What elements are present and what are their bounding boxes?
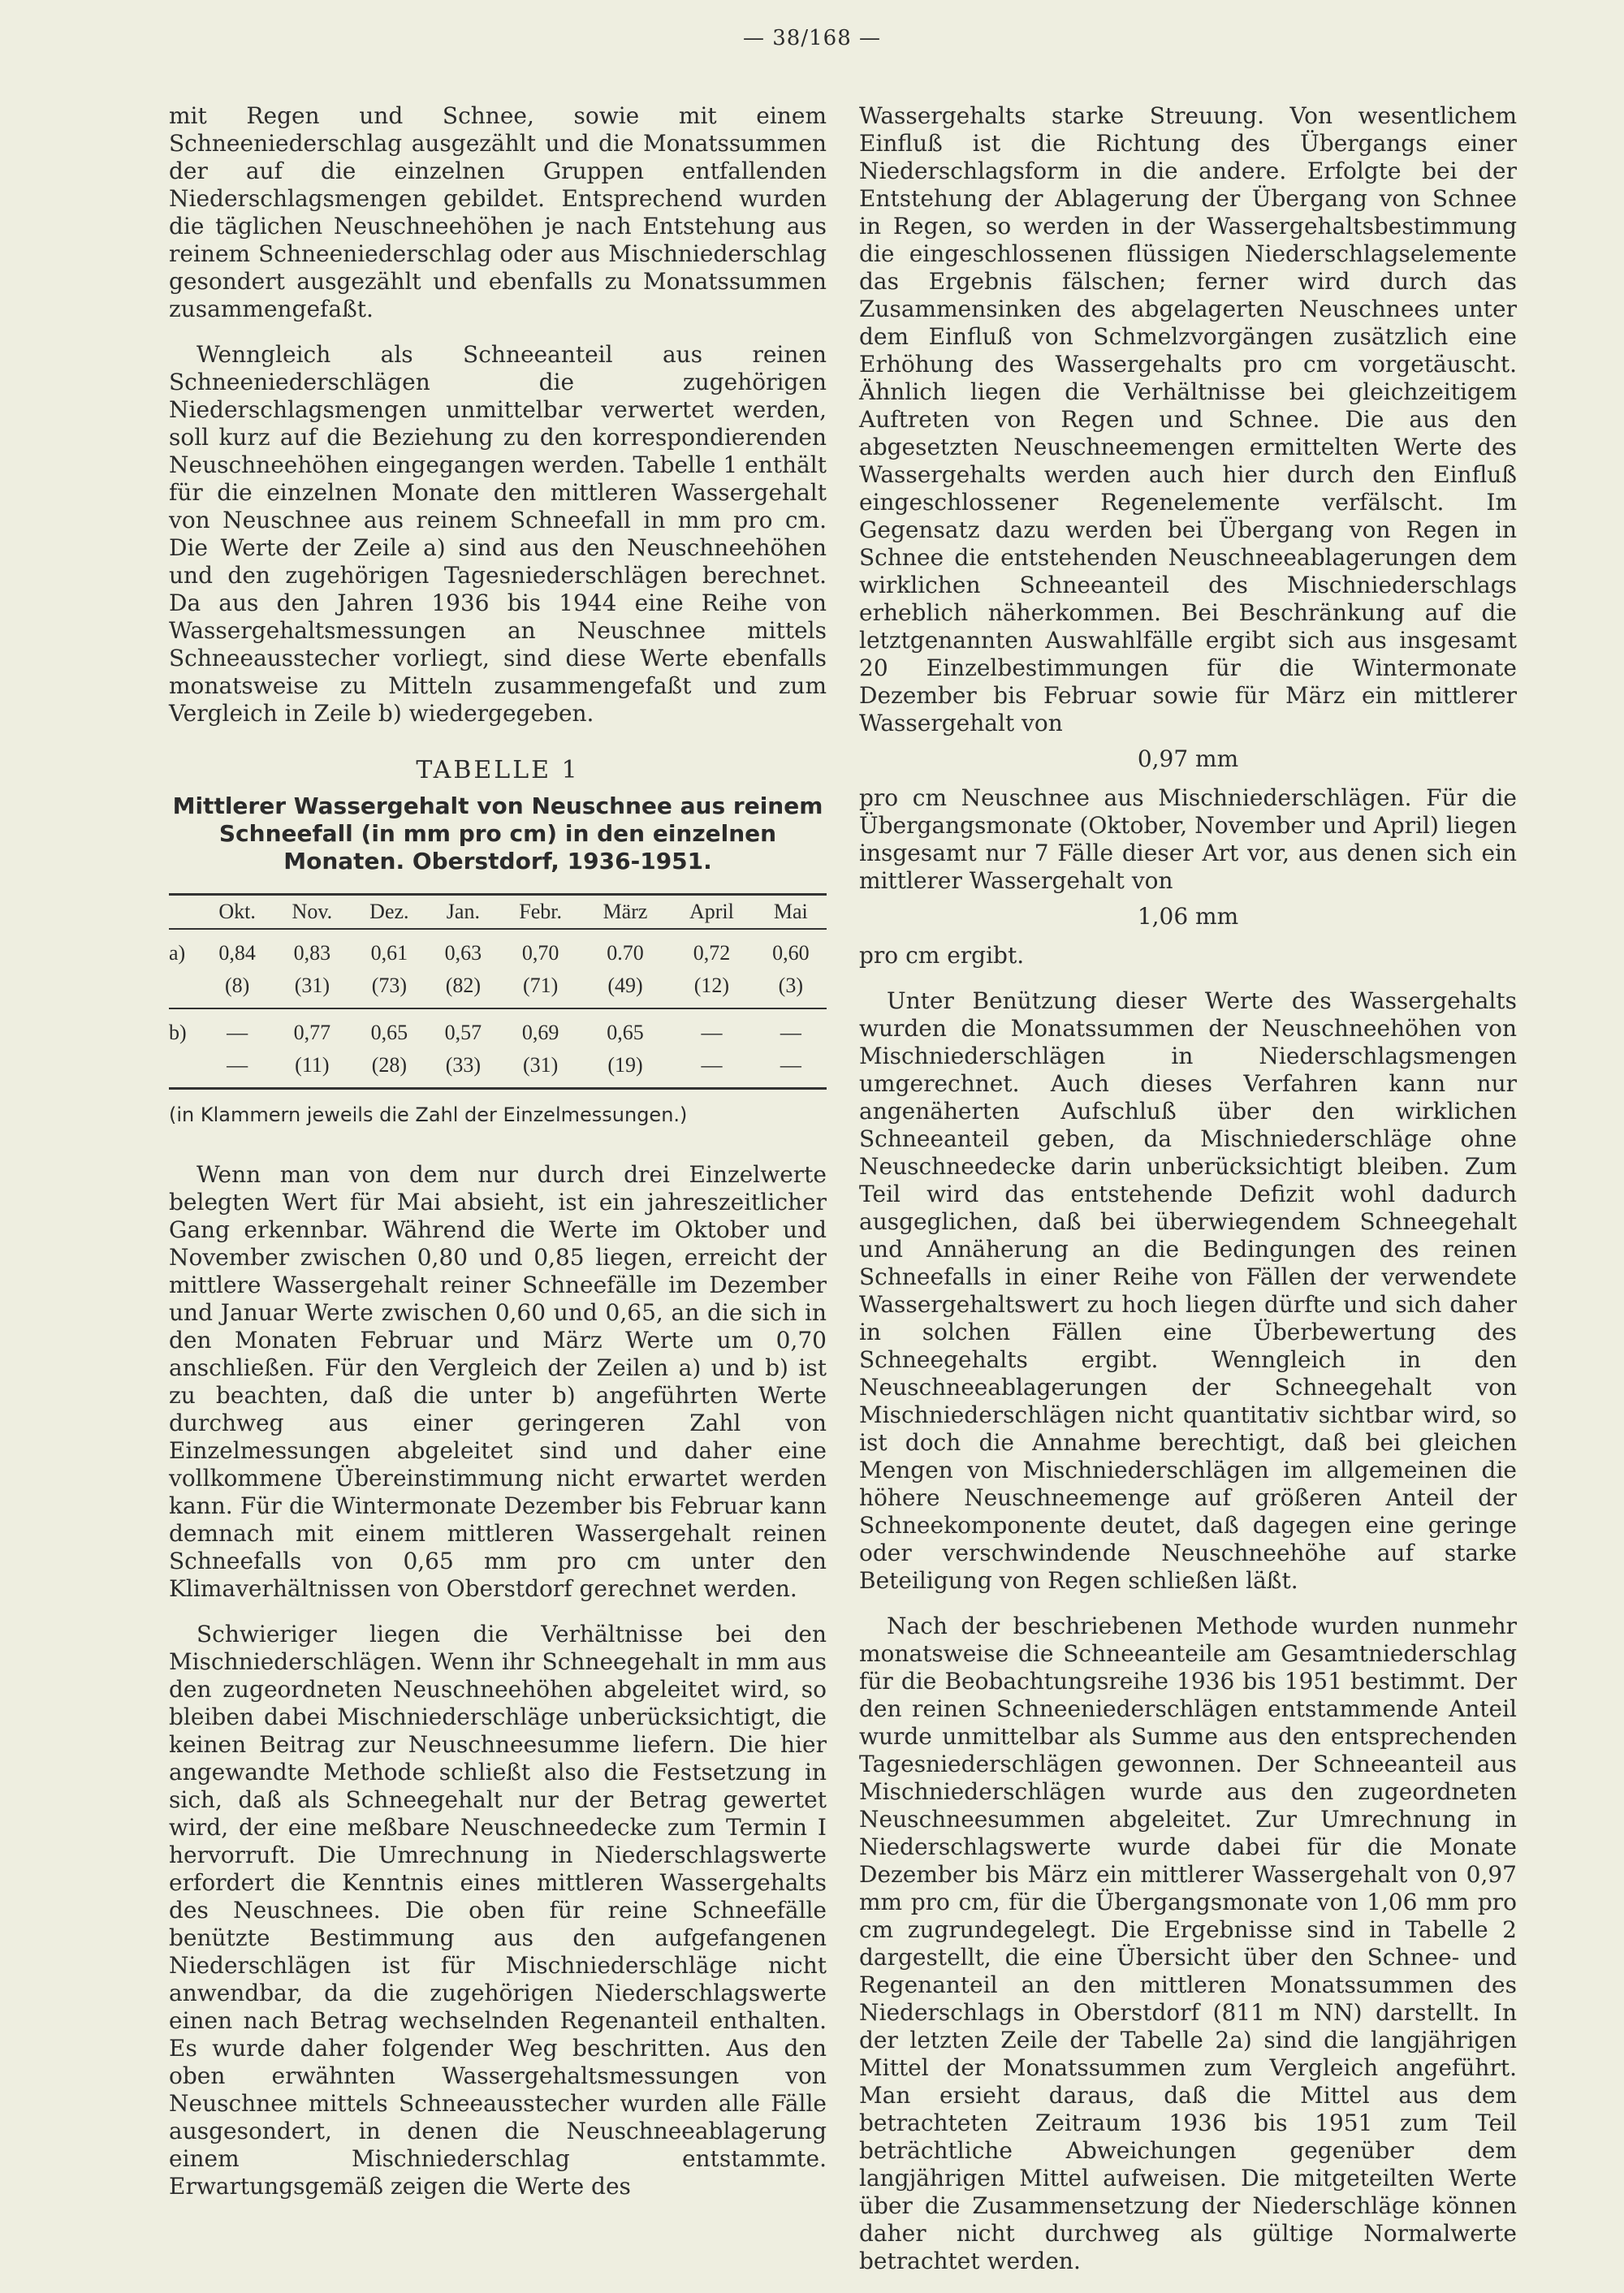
paragraph: Schwieriger liegen die Verhältnisse bei den Mischniederschlägen. Wenn ihr Schneegehalt in mm aus den zugeordneten Neuschneehöhen abgeleitet wird, so bleiben dabei Mischniederschläge unberücksichtigt, die keinen Beitrag zur Neuschneesumme liefern. Die hier angewandte Methode schließt also die Festsetzung in sich, daß als Schneegehalt nur der Betrag gewertet wird, der eine meßbare Neuschneedecke zum Termin I hervorruft. Die Umrechnung in Niederschlagswerte erfordert die Kenntnis eines mittleren Wassergehalts des Neuschnees. Die oben für reine Schneefälle benützte Bestimmung aus den aufgefangenen Niederschlägen ist für Mischniederschläge nicht anwendbar, da die zugehörigen Niederschlagswerte einen nach Betrag wechselnden Regenanteil enthalten. Es wurde daher folgender Weg beschritten. Aus den oben erwähnten Wassergehaltsmessungen von Neuschnee mittels Schneeausstecher wurden alle Fälle ausgesondert, in denen die Neuschneeablagerung einem Mischniederschlag entstammte. Erwartungsgemäß zeigen die Werte des (169, 1621, 827, 2200)
table-cell: (49) (607, 974, 643, 997)
table-cell: (31) (522, 1053, 559, 1077)
table-cell: 0,61 (370, 941, 408, 965)
paragraph: Unter Benützung dieser Werte des Wassergehalts wurden die Monatssummen der Neuschneehöhen von Mischniederschlägen in Niederschlagsmengen umgerechnet. Auch dieses Verfahren kann nur angenäherten Aufschluß über den wirklichen Schneeanteil geben, da Mischniederschläge ohne Neuschneedecke darin unberücksichtigt bleiben. Zum Teil wird das entstehende Defizit wohl dadurch ausgeglichen, daß bei überwiegendem Schneegehalt und Annäherung an die Bedingungen des reinen Schneefalls in einer Reihe von Fällen der verwendete Wassergehaltswert zu hoch liegen dürfte und sich daher in solchen Fällen eine Überbewertung des Schneegehalts ergibt. Wenngleich in den Neuschneeablagerungen der Schneegehalt von Mischniederschlägen nicht quantitativ sichtbar wird, so ist doch die Annahme berechtigt, daß bei gleichen Mengen von Mischniederschlägen im allgemeinen die höhere Neuschneemenge auf größeren Anteil der Schneekomponente deutet, daß dagegen eine geringe oder verschwindende Neuschneehöhe auf starke Beteiligung von Regen schließen läßt. (859, 987, 1517, 1594)
column-header: Nov. (292, 900, 333, 923)
column-header: Febr. (519, 900, 563, 923)
paragraph: Nach der beschriebenen Methode wurden nunmehr monatsweise die Schneeanteile am Gesamtniederschlag für die Beobachtungsreihe 1936 bis 1951 bestimmt. Der den reinen Schneeniederschlägen entstammende Anteil wurde unmittelbar als Summe aus den entsprechenden Tagesniederschlägen gewonnen. Der Schneeanteil aus Mischniederschlägen wurde aus den zugeordneten Neuschneesummen abgeleitet. Zur Umrechnung in Niederschlagswerte wurde dabei für die Monate Dezember bis März ein mittlerer Wassergehalt von 0,97 mm pro cm, für die Übergangsmonate von 1,06 mm pro cm zugrundegelegt. Die Ergebnisse sind in Tabelle 2 dargestellt, die eine Übersicht über den Schnee- und Regenanteil an den mittleren Monatssummen des Niederschlags in Oberstdorf (811 m NN) darstellt. In der letzten Zeile der Tabelle 2a) sind die langjährigen Mittel der Monatssummen zum Vergleich angeführt. Man ersieht daraus, daß die Mittel aus dem betrachteten Zeitraum 1936 bis 1951 zum Teil beträchtliche Abweichungen gegenüber dem langjährigen Mittel aufweisen. Die mitgeteilten Werte über die Zusammensetzung der Niederschläge können daher nicht durchweg als gültige Normalwerte betrachtet werden. (859, 1613, 1517, 2274)
table-cell: — (701, 1053, 723, 1077)
table-cell: 0,83 (293, 941, 331, 965)
paragraph: Wassergehalts starke Streuung. Von wesentlichem Einfluß ist die Richtung des Übergangs einer Niederschlagsform in die andere. Erfolgte bei der Entstehung der Ablagerung der Übergang von Schnee in Regen, so werden in der Wassergehaltsbestimmung die eingeschlossenen flüssigen Niederschlagselemente das Ergebnis fälschen; ferner wird durch das Zusammensinken des abgelagerten Neuschnees unter dem Einfluß von Schmelzvorgängen zusätzlich eine Erhöhung des Wassergehalts pro cm vorgetäuscht. Ähnlich liegen die Verhältnisse bei gleichzeitigem Auftreten von Regen und Schnee. Die aus den abgesetzten Neuschneemengen ermittelten Werte des Wassergehalts werden auch hier durch den Einfluß eingeschlossener Regenelemente verfälscht. Im Gegensatz dazu werden bei Übergang von Regen in Schnee die entstehenden Neuschneeablagerungen dem wirklichen Schneeanteil des Mischniederschlags erheblich näherkommen. Bei Beschränkung auf die letztgenannten Auswahlfälle ergibt sich aus insgesamt 20 Einzelbestimmungen für die Wintermonate Dezember bis Februar sowie für März ein mittlerer Wassergehalt von (859, 102, 1517, 736)
table-cell: — (227, 1053, 248, 1077)
table-cell: 0,72 (693, 941, 731, 965)
table-cell: 0,63 (444, 941, 482, 965)
table-cell: (31) (294, 974, 330, 997)
table-cell: 0,69 (521, 1021, 559, 1044)
column-header: Okt. (218, 900, 256, 923)
paragraph: mit Regen und Schnee, sowie mit einem Schneeniederschlag ausgezählt und die Monatssummen der auf die einzelnen Gruppen entfallenden Niederschlagsmengen gebildet. Entsprechend wurden die täglichen Neuschneehöhen je nach Entstehung aus reinem Schneeniederschlag oder aus Mischniederschlag gesondert ausgezählt und ebenfalls zu Monatssummen zusammengefaßt. (169, 102, 827, 322)
paragraph: Wenn man von dem nur durch drei Einzelwerte belegten Wert für Mai absieht, ist ein jahreszeitlicher Gang erkennbar. Während die Werte im Oktober und November zwischen 0,80 und 0,85 liegen, erreicht der mittlere Wassergehalt reiner Schneefälle im Dezember und Januar Werte zwischen 0,60 und 0,65, an die sich in den Monaten Februar und März Werte um 0,70 anschließen. Für den Vergleich der Zeilen a) und b) ist zu beachten, daß die unter b) angeführten Werte durchweg aus einer geringeren Zahl von Einzelmessungen abgeleitet sind und daher eine vollkommene Übereinstimmung nicht erwartet werden kann. Für die Wintermonate Dezember bis Februar kann demnach mit einem mittleren Wassergehalt reinen Schneefalls von 0,65 mm pro cm unter den Klimaverhältnissen von Oberstdorf gerechnet werden. (169, 1161, 827, 1602)
column-header: März (603, 900, 648, 923)
paragraph: Wenngleich als Schneeanteil aus reinen Schneeniederschlägen die zugehörigen Niederschlagsmengen unmittelbar verwertet werden, soll kurz auf die Beziehung zu den korrespondierenden Neuschneehöhen eingegangen werden. Tabelle 1 enthält für die einzelnen Monate den mittleren Wassergehalt von Neuschnee aus reinem Schneefall in mm pro cm. Die Werte der Zeile a) sind aus den Neuschneehöhen und den zugehörigen Tagesniederschlägen berechnet. Da aus den Jahren 1936 bis 1944 eine Reihe von Wassergehaltsmessungen an Neuschnee mittels Schneeausstecher vorliegt, sind diese Werte ebenfalls monatsweise zu Mitteln zusammengefaßt und zum Vergleich in Zeile b) wiedergegeben. (169, 341, 827, 727)
table-title: TABELLE 1 (416, 756, 580, 784)
table-note: (in Klammern jeweils die Zahl der Einzelmessungen.) (169, 1103, 688, 1126)
water-content-value: 1,06 mm (1137, 903, 1239, 930)
right-column (859, 102, 1517, 2293)
table-cell: 0,57 (444, 1021, 482, 1044)
table-cell: 0,65 (607, 1021, 644, 1044)
table-cell: — (780, 1021, 801, 1044)
table-caption: Mittlerer Wassergehalt von Neuschnee aus reinem Schneefall (in mm pro cm) in den einzelnen Monaten. Oberstdorf, 1936-1951. (172, 792, 823, 874)
table-row (169, 929, 827, 969)
row-label: a) (169, 941, 186, 965)
table-cell: 0,77 (293, 1021, 331, 1044)
row-label: b) (169, 1021, 187, 1044)
table-cell: (12) (693, 974, 730, 997)
table-header-row (169, 895, 827, 930)
left-column (169, 102, 827, 2218)
table-cell: — (227, 1021, 248, 1044)
column-header: Jan. (446, 900, 480, 923)
table-cell: (19) (607, 1053, 643, 1077)
paragraph: pro cm ergibt. (859, 942, 1025, 969)
table-cell: (71) (522, 974, 559, 997)
table-cell: (73) (371, 974, 408, 997)
table-cell: — (780, 1053, 801, 1077)
table-cell: (3) (778, 974, 803, 997)
column-header: Dez. (369, 900, 409, 923)
row-label-empty (169, 969, 201, 1008)
table-cell: 0,70 (521, 941, 559, 965)
water-content-table (169, 893, 827, 1090)
table-row (169, 1049, 827, 1089)
table-cell: (82) (445, 974, 482, 997)
table-cell: 0,60 (772, 941, 810, 965)
table-cell: 0,65 (370, 1021, 408, 1044)
table-cell: 0.70 (607, 941, 644, 965)
column-header: Mai (773, 900, 808, 923)
table-cell: (8) (224, 974, 250, 997)
table-row (169, 969, 827, 1008)
table-cell: (11) (295, 1053, 330, 1077)
table-cell: (33) (445, 1053, 482, 1077)
table-cell: 0,84 (218, 941, 256, 965)
page-number: — 38/168 — (743, 26, 881, 50)
table-row (169, 1008, 827, 1049)
table-cell: — (701, 1021, 723, 1044)
column-header: April (689, 900, 734, 923)
table-corner (169, 895, 201, 930)
row-label-empty (169, 1049, 201, 1089)
water-content-value: 0,97 mm (1137, 745, 1239, 772)
paragraph: pro cm Neuschnee aus Mischniederschlägen. Für die Übergangsmonate (Oktober, November und April) liegen insgesamt nur 7 Fälle dieser Art vor, aus denen sich ein mittlerer Wassergehalt von (859, 784, 1517, 894)
table-cell: (28) (371, 1053, 408, 1077)
